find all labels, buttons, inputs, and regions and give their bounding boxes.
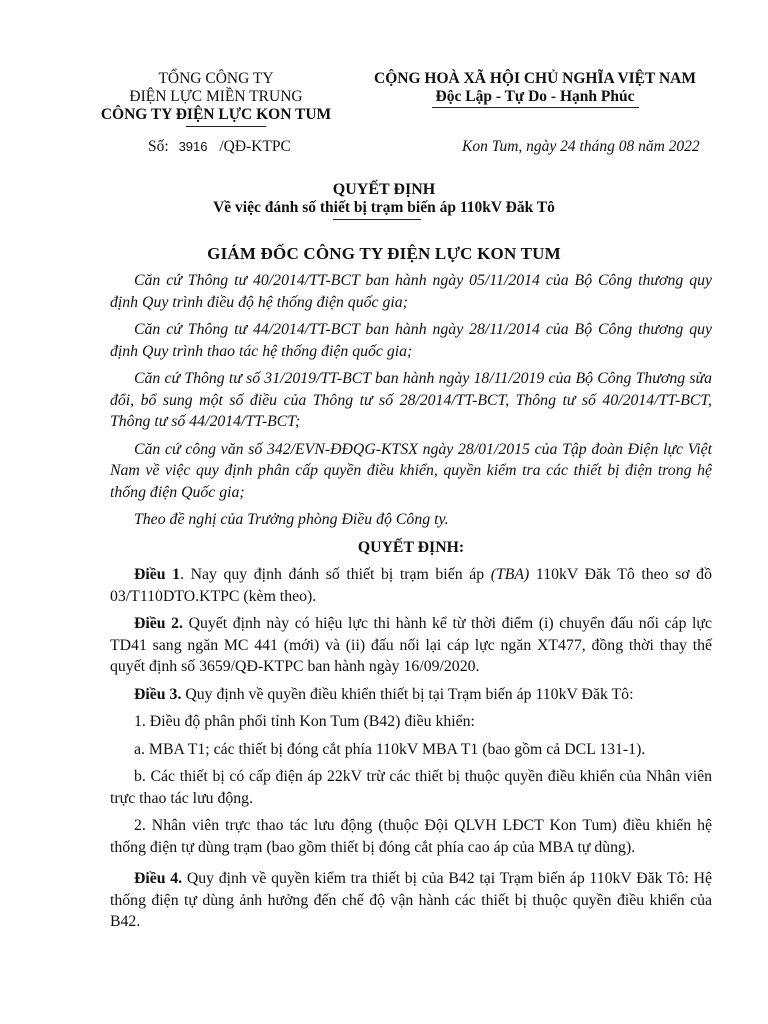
authority-heading: GIÁM ĐỐC CÔNG TY ĐIỆN LỰC KON TUM <box>207 244 561 263</box>
article-2-text: Quyết định này có hiệu lực thi hành kể từ thời điểm (i) chuyển đấu nối cáp lực TD41 sang ngăn MC 441 (mới) và (ii) đấu nối lại cáp lực ngăn XT477, đồng thời thay thế quyết định số 3659/QĐ-KTPC ban hành ngày 16/09/2020. <box>110 615 712 675</box>
article-1 <box>110 564 712 607</box>
doc-number-suffix: /QĐ-KTPC <box>219 138 291 155</box>
article-3-item-1b: b. Các thiết bị có cấp điện áp 22kV trừ các thiết bị thuộc quyền điều khiển của Nhân viên trực thao tác lưu động. <box>110 768 712 807</box>
doc-number-value: 3916 <box>178 139 208 154</box>
legal-basis-3: Căn cứ Thông tư số 31/2019/TT-BCT ban hành ngày 18/11/2019 của Bộ Công Thương sửa đổi, bổ sung một số điều của Thông tư số 28/2014/TT-BCT, Thông tư số 40/2014/TT-BCT, Thông tư số 44/2014/TT-BCT; <box>110 370 712 430</box>
article-1-text-post: 110kV Đăk Tô theo sơ đồ 03/T110DTO.KTPC (kèm theo). <box>110 566 712 605</box>
motto-underline <box>432 107 639 108</box>
motto: Độc Lập - Tự Do - Hạnh Phúc <box>435 88 635 105</box>
issuer-company: CÔNG TY ĐIỆN LỰC KON TUM <box>100 106 332 123</box>
article-4 <box>110 868 712 933</box>
legal-basis-4: Căn cứ công văn số 342/EVN-ĐĐQG-KTSX ngày 28/01/2015 của Tập đoàn Điện lực Việt Nam về việc quy định phân cấp quyền điều khiển, quyền kiểm tra các thiết bị điện trong hệ thống điện Quốc gia; <box>110 440 712 501</box>
issuer-underline <box>186 126 266 127</box>
issuer-block <box>96 70 336 124</box>
issuer-parent-line1: TỔNG CÔNG TY <box>158 70 274 87</box>
article-2-label: Điều 2. <box>134 615 184 632</box>
place-date: Kon Tum, ngày 24 tháng 08 năm 2022 <box>462 138 700 155</box>
article-3-item-1: 1. Điều độ phân phối tỉnh Kon Tum (B42) điều khiển: <box>134 713 475 730</box>
decision-heading: QUYẾT ĐỊNH: <box>357 538 465 556</box>
article-1-text-pre: . Nay quy định đánh số thiết bị trạm biến áp <box>180 566 491 583</box>
document-body <box>110 270 712 939</box>
article-1-text-em: (TBA) <box>490 566 530 583</box>
doc-number <box>148 138 291 156</box>
article-3-label: Điều 3. <box>134 685 182 703</box>
article-4-text: Quy định về quyền kiểm tra thiết bị của B42 tại Trạm biến áp 110kV Đăk Tô: Hệ thống điện tự dùng ảnh hưởng đến chế độ vận hành các thiết bị thuộc quyền điều khiển của B42. <box>110 870 712 930</box>
country-name: CỘNG HOÀ XÃ HỘI CHỦ NGHĨA VIỆT NAM <box>374 70 696 87</box>
doc-number-prefix: Số: <box>148 138 169 155</box>
document-title: QUYẾT ĐỊNH <box>332 181 436 198</box>
legal-basis-1: Căn cứ Thông tư 40/2014/TT-BCT ban hành ngày 05/11/2014 của Bộ Công thương quy định Quy trình điều độ hệ thống điện quốc gia; <box>110 272 712 311</box>
article-3-item-1a: a. MBA T1; các thiết bị đóng cắt phía 110kV MBA T1 (bao gồm cả DCL 131-1). <box>134 740 646 758</box>
article-2 <box>110 613 712 678</box>
legal-basis-2: Căn cứ Thông tư 44/2014/TT-BCT ban hành ngày 28/11/2014 của Bộ Công thương quy định Quy trình thao tác hệ thống điện quốc gia; <box>110 321 712 360</box>
article-3 <box>110 684 712 706</box>
national-motto-block <box>350 70 720 106</box>
article-4-label: Điều 4. <box>134 870 183 887</box>
issuer-parent-line2: ĐIỆN LỰC MIỀN TRUNG <box>129 88 303 105</box>
subtitle-underline <box>333 219 421 220</box>
article-3-text: Quy định về quyền điều khiển thiết bị tại Trạm biến áp 110kV Đăk Tô: <box>181 685 634 703</box>
article-3-item-2: 2. Nhân viên trực thao tác lưu động (thuộc Đội QLVH LĐCT Kon Tum) điều khiển hệ thống điện tự dùng trạm (bao gồm thiết bị đóng cắt phía cao áp của MBA tự dùng). <box>110 817 712 856</box>
document-subtitle: Về việc đánh số thiết bị trạm biến áp 110kV Đăk Tô <box>213 199 555 216</box>
proposal-basis: Theo đề nghị của Trưởng phòng Điều độ Công ty. <box>134 511 449 528</box>
article-1-label: Điều 1 <box>134 566 181 583</box>
